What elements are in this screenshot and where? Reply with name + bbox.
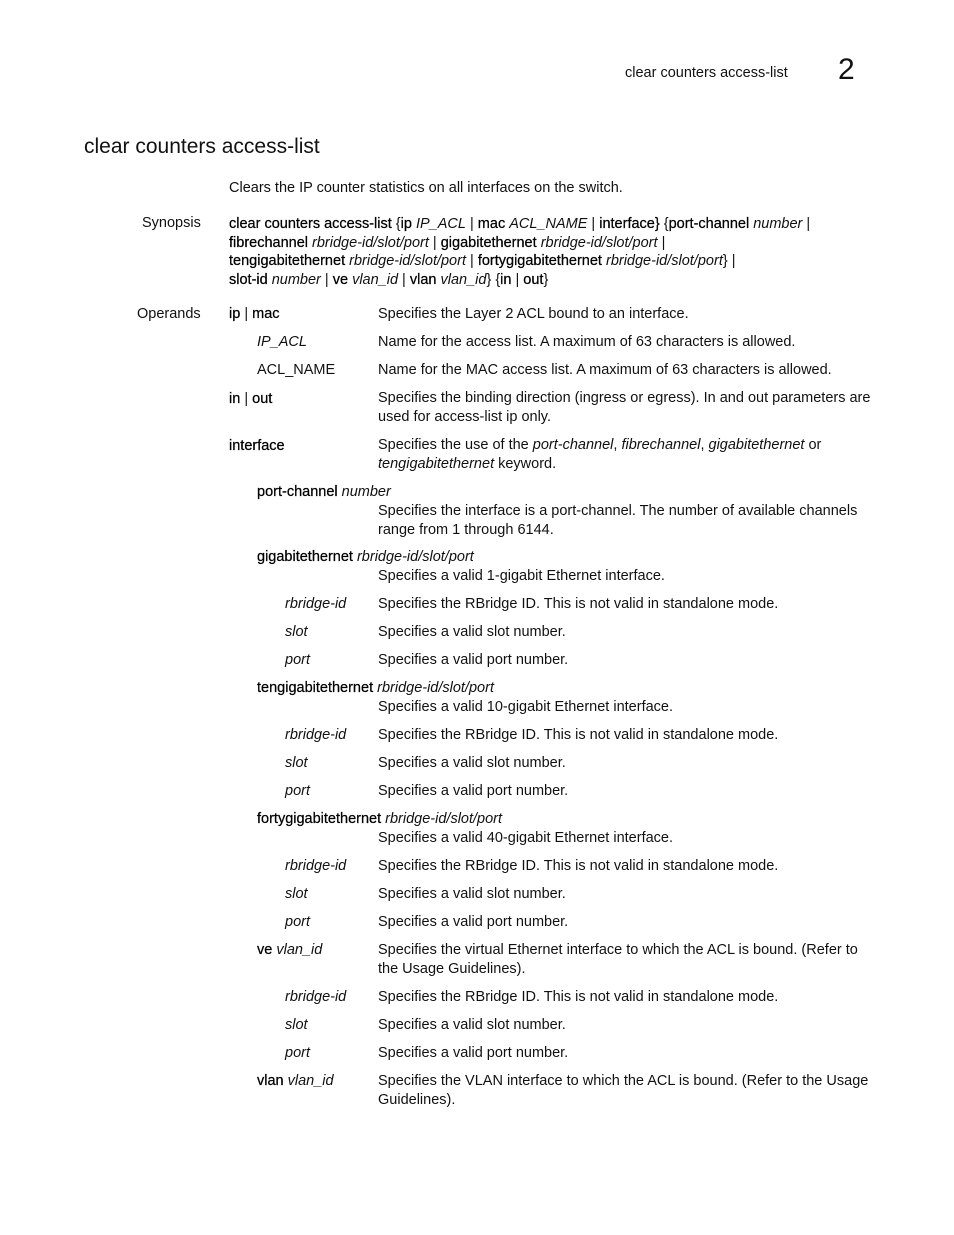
syn-arg: vlan_id (440, 272, 487, 289)
op-sep: | (240, 306, 253, 322)
operand-slot: slot (285, 624, 308, 640)
op-kw: gigabitethernet (257, 549, 353, 565)
operand-desc (378, 436, 873, 473)
op-arg: rbridge-id/slot/port (352, 549, 474, 565)
syn-text: | (465, 216, 478, 232)
chapter-number: 2 (838, 53, 855, 86)
op-kw: ip (229, 306, 241, 322)
op-arg: number (337, 484, 391, 500)
syn-kw: ip (400, 216, 412, 232)
op-kw: mac (252, 306, 280, 322)
op-arg: vlan_id (283, 1073, 334, 1089)
operand-desc: Specifies a valid 1-gigabit Ethernet interface. (378, 568, 665, 584)
syn-kw: in (500, 272, 512, 289)
operand-desc: Specifies a valid slot number. (378, 1017, 566, 1033)
operand-ip-acl: IP_ACL (257, 334, 307, 350)
operand-slot: slot (285, 886, 308, 902)
operand-port: port (285, 1045, 310, 1061)
syn-arg: rbridge-id/slot/port (540, 234, 658, 251)
desc-text: keyword. (494, 455, 557, 472)
operand-desc: Specifies a valid 40-gigabit Ethernet interface. (378, 830, 674, 846)
operand-desc: Specifies the interface is a port-channel. The number of available channels range from 1 through 6144. (378, 503, 858, 538)
op-arg: rbridge-id/slot/port (373, 680, 494, 696)
syn-text: { (659, 216, 669, 232)
operand-tengigabitethernet (257, 679, 494, 698)
operand-acl-name: ACL_NAME (257, 362, 336, 378)
operand-fortygigabitethernet (257, 810, 502, 829)
op-kw: fortygigabitethernet (257, 811, 382, 827)
op-kw: ve (257, 942, 273, 958)
op-kw: in (229, 391, 241, 407)
operand-desc: Name for the access list. A maximum of 63 characters is allowed. (378, 334, 796, 350)
op-kw: port-channel (257, 484, 338, 500)
syn-text: | (428, 234, 441, 251)
desc-text: , (700, 437, 709, 453)
syn-kw: fortygigabitethernet (477, 253, 602, 270)
operands-label: Operands (137, 306, 201, 322)
desc-arg: tengigabitethernet (378, 455, 495, 472)
desc-text: , (613, 437, 622, 453)
operand-desc: Specifies the RBridge ID. This is not valid in standalone mode. (378, 989, 779, 1005)
syn-text: } (543, 272, 549, 289)
operand-interface: interface (229, 438, 285, 454)
operand-desc: Specifies a valid port number. (378, 652, 569, 668)
synopsis-line-2 (229, 234, 869, 253)
synopsis-block (229, 215, 869, 290)
operand-port: port (285, 783, 310, 799)
operand-desc: Specifies a valid port number. (378, 1045, 569, 1061)
syn-text: | (657, 234, 666, 251)
desc-text: or (804, 437, 822, 453)
operand-desc: Specifies the RBridge ID. This is not valid in standalone mode. (378, 858, 779, 874)
op-sep: | (240, 391, 253, 407)
operand-slot: slot (285, 755, 308, 771)
operand-desc: Specifies the VLAN interface to which the ACL is bound. (Refer to the Usage Guidelines). (378, 1073, 869, 1108)
operand-slot: slot (285, 1017, 308, 1033)
operand-desc: Specifies a valid slot number. (378, 886, 566, 902)
syn-kw: out (523, 272, 544, 289)
operand-port-channel (257, 483, 391, 502)
syn-arg: vlan_id (352, 272, 399, 289)
operand-desc: Specifies a valid 10-gigabit Ethernet interface. (378, 699, 674, 715)
syn-kw: slot-id (229, 272, 268, 289)
syn-kw: clear counters access-list (229, 216, 392, 232)
desc-arg: fibrechannel (621, 437, 701, 453)
syn-text: | (802, 216, 811, 232)
running-header: clear counters access-list (625, 65, 788, 81)
synopsis-line-4 (229, 271, 869, 290)
syn-kw: interface} (599, 216, 660, 232)
syn-arg: rbridge-id/slot/port (605, 253, 723, 270)
syn-text: | (511, 272, 524, 289)
syn-arg: ACL_NAME (509, 216, 588, 232)
operand-rbridge-id: rbridge-id (285, 989, 347, 1005)
operand-rbridge-id: rbridge-id (285, 727, 347, 743)
operand-desc: Specifies a valid port number. (378, 783, 569, 799)
syn-arg: IP_ACL (415, 216, 466, 232)
op-kw: out (252, 391, 273, 407)
operand-desc: Name for the MAC access list. A maximum of 63 characters is allowed. (378, 362, 832, 378)
operand-desc: Specifies the RBridge ID. This is not valid in standalone mode. (378, 596, 779, 612)
page-title: clear counters access-list (84, 135, 320, 158)
operand-desc: Specifies the binding direction (ingress or egress). In and out parameters are used for access-list ip only. (378, 390, 871, 425)
op-arg: vlan_id (272, 942, 323, 958)
operand-desc: Specifies a valid port number. (378, 914, 569, 930)
operand-port: port (285, 914, 310, 930)
operand-in-out (229, 390, 272, 409)
synopsis-line-3 (229, 252, 869, 271)
syn-arg: rbridge-id/slot/port (349, 253, 466, 270)
syn-arg: number (271, 272, 321, 289)
syn-kw: mac (477, 216, 506, 232)
operand-rbridge-id: rbridge-id (285, 596, 347, 612)
intro-text: Clears the IP counter statistics on all interfaces on the switch. (229, 180, 623, 196)
operand-gigabitethernet (257, 548, 474, 567)
syn-text: } | (722, 253, 736, 270)
syn-kw: tengigabitethernet (229, 253, 346, 270)
synopsis-label: Synopsis (142, 215, 201, 231)
syn-kw: vlan (409, 272, 437, 289)
syn-arg: number (753, 216, 803, 232)
syn-text: } { (486, 272, 501, 289)
operand-desc: Specifies a valid slot number. (378, 624, 566, 640)
desc-text: Specifies the use of the (378, 437, 533, 453)
op-kw: vlan (257, 1073, 284, 1089)
syn-text: | (465, 253, 478, 270)
syn-text: | (398, 272, 410, 289)
syn-arg: rbridge-id/slot/port (312, 234, 429, 251)
operand-ve (257, 941, 322, 960)
synopsis-line-1 (229, 215, 869, 234)
operand-port: port (285, 652, 310, 668)
syn-kw: port-channel (668, 216, 750, 232)
operand-desc: Specifies the Layer 2 ACL bound to an interface. (378, 306, 689, 322)
desc-arg: gigabitethernet (708, 437, 805, 453)
operand-vlan (257, 1072, 334, 1091)
operand-ip-mac (229, 305, 280, 324)
operand-desc: Specifies the virtual Ethernet interface to which the ACL is bound. (Refer to the Usage Guidelines). (378, 942, 858, 977)
op-arg: rbridge-id/slot/port (381, 811, 503, 827)
syn-kw: ve (332, 272, 349, 289)
operand-rbridge-id: rbridge-id (285, 858, 347, 874)
operand-desc: Specifies the RBridge ID. This is not valid in standalone mode. (378, 727, 779, 743)
syn-text: { (391, 216, 401, 232)
operand-desc: Specifies a valid slot number. (378, 755, 566, 771)
syn-kw: gigabitethernet (440, 234, 537, 251)
op-kw: tengigabitethernet (257, 680, 374, 696)
syn-kw: fibrechannel (229, 234, 308, 251)
syn-text: | (587, 216, 600, 232)
desc-arg: port-channel (532, 437, 614, 453)
syn-text: | (320, 272, 333, 289)
